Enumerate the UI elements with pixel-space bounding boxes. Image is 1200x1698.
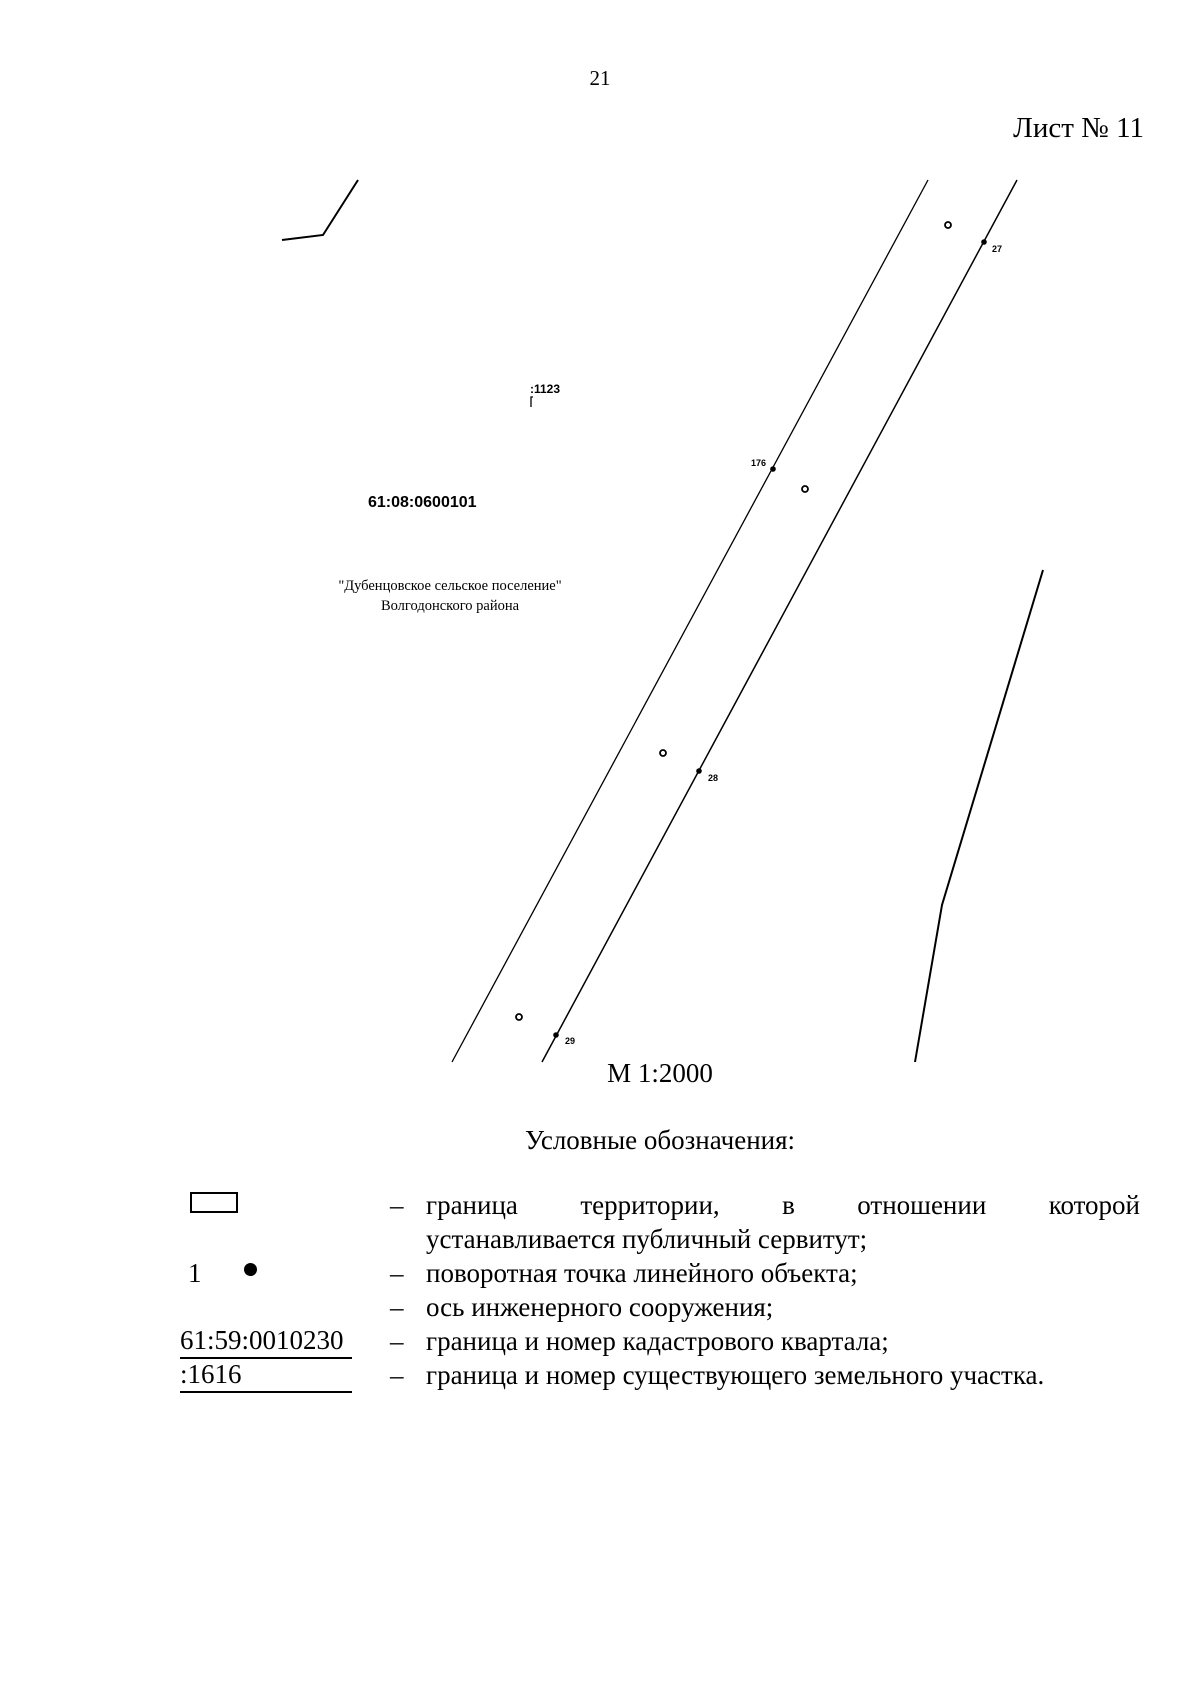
legend-parcel-number: :1616	[180, 1358, 352, 1393]
page-number: 21	[589, 66, 611, 90]
legend-item-axis	[180, 1290, 1140, 1324]
legend-desc: ось инженерного сооружения;	[426, 1292, 774, 1322]
legend-desc: граница и номер существующего земельного участка.	[426, 1360, 1045, 1390]
legend-dash: –	[390, 1360, 404, 1390]
legend-desc-line: граница территории, в отношении которой	[426, 1190, 1140, 1220]
legend-item-boundary	[180, 1188, 1140, 1256]
point-label: 27	[992, 244, 1003, 254]
quarter-boundary-line	[915, 570, 1043, 1062]
boundary-marker	[660, 750, 666, 756]
area-name-line1: "Дубенцовское сельское поселение"	[338, 578, 562, 594]
sheet-label: Лист № 11	[1013, 112, 1144, 144]
legend-symbol-quarter	[180, 1324, 390, 1358]
legend-item-parcel	[180, 1358, 1140, 1392]
legend-symbol-boundary	[180, 1188, 390, 1222]
point-label: 176	[751, 458, 767, 468]
legend-item-quarter	[180, 1324, 1140, 1358]
legend-item-turning-point	[180, 1256, 1140, 1290]
turning-point	[696, 768, 702, 774]
legend-dash: –	[390, 1292, 404, 1322]
legend-desc: поворотная точка линейного объекта;	[426, 1258, 858, 1288]
servitude-boundary-line	[452, 180, 928, 1062]
boundary-rect-icon	[190, 1192, 238, 1213]
legend-symbol-axis	[180, 1290, 390, 1324]
legend-symbol-parcel	[180, 1358, 390, 1392]
legend-dash: –	[390, 1190, 404, 1220]
boundary-marker	[516, 1014, 522, 1020]
legend-dash: –	[390, 1258, 404, 1288]
point-label: 28	[708, 773, 719, 783]
cadastral-quarter-label: 61:08:0600101	[368, 494, 477, 511]
parcel-label-leader	[531, 397, 533, 407]
area-name-line2: Волгодонского района	[380, 598, 520, 614]
parcel-boundary-corner	[282, 180, 358, 240]
turning-point	[770, 466, 776, 472]
legend-title: Условные обозначения:	[524, 1125, 796, 1155]
legend-dash: –	[390, 1326, 404, 1356]
point-label: 29	[565, 1036, 576, 1046]
point-dot-icon	[244, 1263, 257, 1276]
parcel-number-label: :1123	[530, 382, 561, 396]
boundary-marker	[802, 486, 808, 492]
legend-desc	[426, 1188, 1140, 1256]
legend	[180, 1188, 1140, 1392]
legend-symbol-turning-point	[180, 1256, 390, 1290]
turning-point	[981, 239, 987, 245]
engineering-axis-line	[542, 180, 1017, 1062]
legend-desc: граница и номер кадастрового квартала;	[426, 1326, 889, 1356]
legend-point-number: 1	[188, 1258, 202, 1288]
turning-point	[553, 1032, 559, 1038]
legend-desc-line: устанавливается публичный сервитут;	[426, 1224, 868, 1254]
legend-quarter-number: 61:59:0010230	[180, 1324, 352, 1359]
boundary-marker	[945, 222, 951, 228]
map-scale: М 1:2000	[607, 1058, 713, 1088]
